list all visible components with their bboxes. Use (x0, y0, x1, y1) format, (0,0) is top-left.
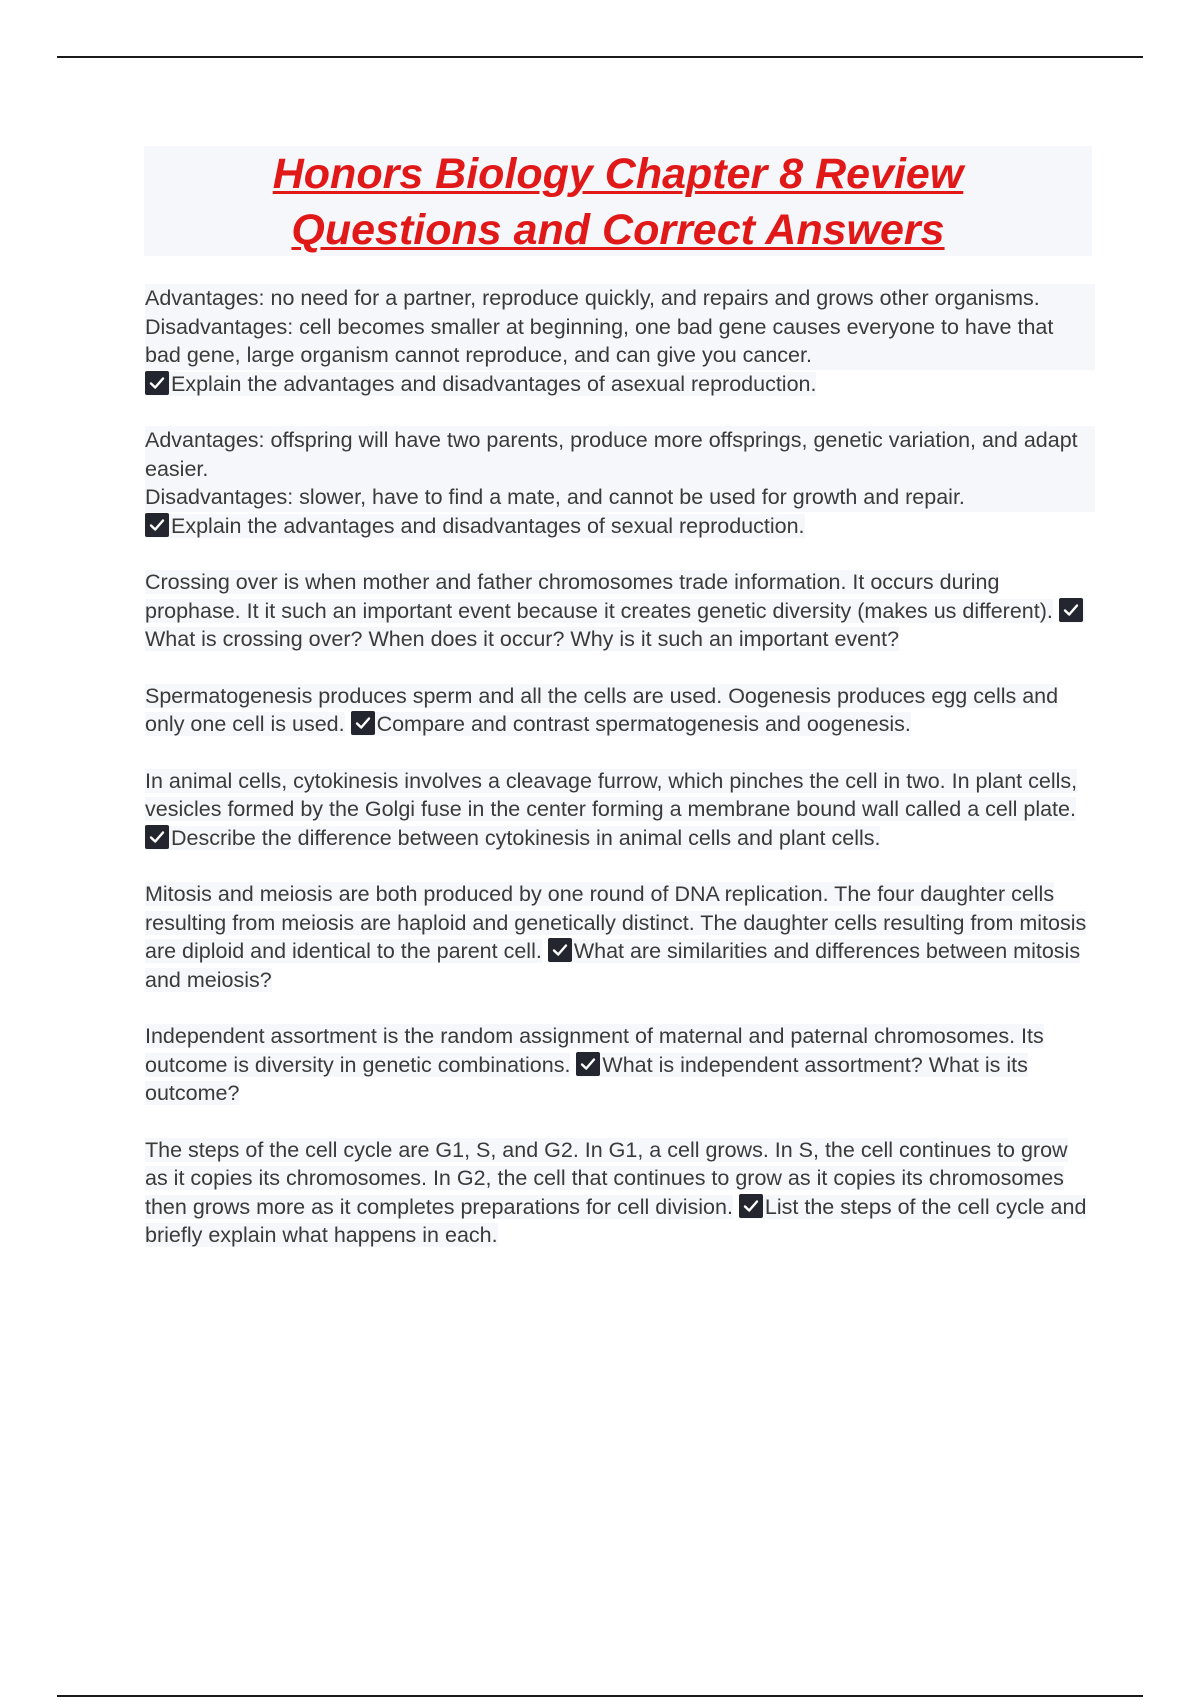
qa-item (145, 568, 1095, 654)
header-rule (57, 56, 1143, 58)
question-text (145, 514, 805, 538)
answer-text: The steps of the cell cycle are G1, S, and G2. In G1, a cell grows. In S, the cell continues to grow as it copies its chromosomes. In G2, the cell that continues to grow as it copies its chromosomes then grows more as it completes preparations for cell division. (145, 1137, 1068, 1219)
answer-text: Disadvantages: cell becomes smaller at beginning, one bad gene causes everyone to have that bad gene, large organism cannot reproduce, and can give you cancer. (145, 313, 1095, 370)
answer-text: Independent assortment is the random assignment of maternal and paternal chromosomes. Its outcome is diversity in genetic combinations. (145, 1024, 1044, 1077)
qa-item (145, 284, 1095, 398)
check-icon (739, 1194, 763, 1218)
question-text (145, 826, 880, 850)
answer-text: Advantages: no need for a partner, reproduce quickly, and repairs and grows other organisms. (145, 284, 1095, 313)
question-text (351, 712, 911, 736)
title-line-2: Questions and Correct Answers (291, 206, 945, 254)
question-text (145, 372, 816, 396)
check-icon (576, 1052, 600, 1076)
title-line-1: Honors Biology Chapter 8 Review (272, 150, 964, 198)
check-icon (351, 711, 375, 735)
check-icon (1059, 598, 1083, 622)
qa-item (145, 767, 1095, 853)
question-label: Describe the difference between cytokinesis in animal cells and plant cells. (171, 825, 881, 850)
qa-item (145, 682, 1095, 739)
qa-item (145, 1022, 1095, 1108)
answer-text: Mitosis and meiosis are both produced by one round of DNA replication. The four daughter cells resulting from meiosis are haploid and genetically distinct. The daughter cells resulting from mitosis are diploid and identical to the parent cell. (145, 882, 1087, 963)
question-label: Explain the advantages and disadvantages of asexual reproduction. (171, 371, 817, 396)
check-icon (548, 938, 572, 962)
answer-text: Spermatogenesis produces sperm and all the cells are used. Oogenesis produces egg cells and only one cell is used. (145, 683, 1059, 736)
answer-text: Disadvantages: slower, have to find a mate, and cannot be used for growth and repair. (145, 483, 1095, 512)
check-icon (145, 825, 169, 849)
question-label: What is independent assortment? What is its outcome? (145, 1052, 1028, 1105)
question-label: Explain the advantages and disadvantages of sexual reproduction. (171, 513, 805, 538)
qa-item (145, 426, 1095, 540)
question-label: Compare and contrast spermatogenesis and oogenesis. (376, 712, 911, 736)
check-icon (145, 371, 169, 395)
answer-text: In animal cells, cytokinesis involves a cleavage furrow, which pinches the cell in two. In plant cells, vesicles formed by the Golgi fuse in the center forming a membrane bound wall called a cell plate. (145, 768, 1078, 821)
qa-item (145, 880, 1095, 994)
document-title (144, 146, 1092, 256)
answer-text: Crossing over is when mother and father chromosomes trade information. It occurs during prophase. It it such an important event because it creates genetic diversity (makes us different). (145, 570, 1053, 623)
question-label: List the steps of the cell cycle and briefly explain what happens in each. (145, 1194, 1087, 1247)
answer-text: Advantages: offspring will have two parents, produce more offsprings, genetic variation, and adapt easier. (145, 426, 1095, 483)
question-label: What are similarities and differences between mitosis and meiosis? (145, 939, 1081, 992)
question-label: What is crossing over? When does it occur? Why is it such an important event? (145, 627, 900, 651)
check-icon (145, 513, 169, 537)
footer-rule (57, 1695, 1143, 1697)
qa-list (145, 284, 1095, 1278)
qa-item (145, 1136, 1095, 1250)
